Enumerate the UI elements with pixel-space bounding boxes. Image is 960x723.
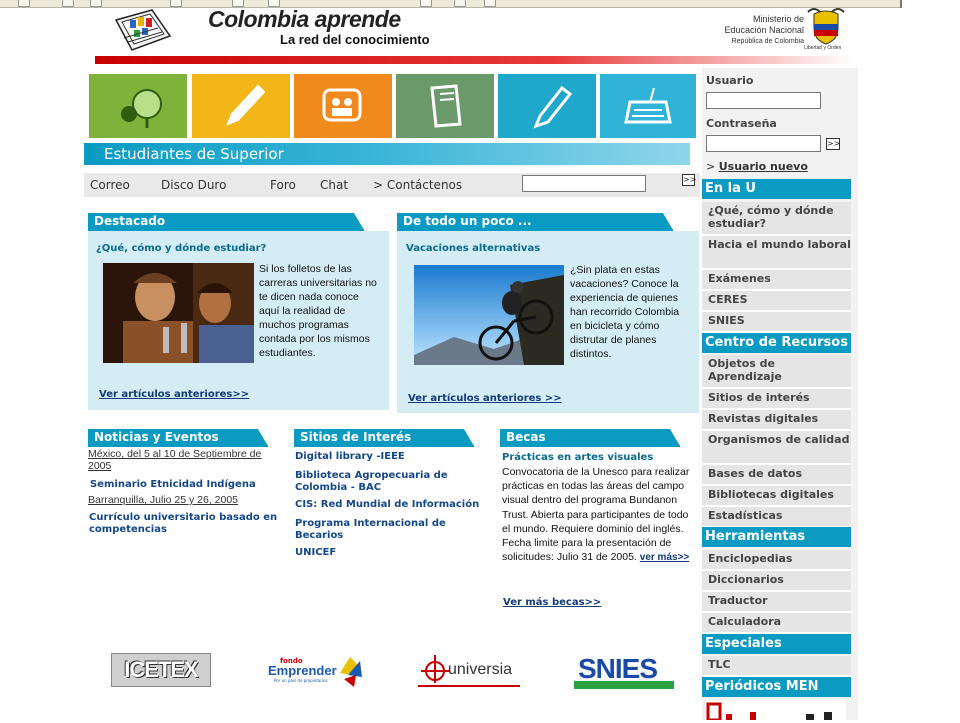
pen-icon xyxy=(498,74,596,138)
fondo-emprender-logo[interactable] xyxy=(268,653,364,689)
header-red-stripe xyxy=(95,56,855,64)
noticias-item[interactable]: Seminario Etnicidad Indígena xyxy=(90,479,256,490)
sidebar-item-estadisticas[interactable]: Estadísticas xyxy=(702,507,851,528)
nav-chat[interactable]: Chat xyxy=(320,178,349,192)
becas-heading: Becas xyxy=(500,429,670,446)
sidebar-item-organismos[interactable]: Organismos de calidad xyxy=(702,431,851,465)
becas-story-body: Convocatoria de la Unesco para realizar prácticas en todas las áreas del campo visual dentro del programa Bundanon Trust. Abierta para participantes de todo el mundo. Requiere dominio del inglés. Fecha limite para la presentación de solicitudes: Julio 31 de 2005. xyxy=(502,466,690,564)
new-user-link[interactable]: Usuario nuevo xyxy=(718,160,808,173)
becas-more-link[interactable]: Ver más becas>> xyxy=(503,597,602,608)
snies-logo[interactable] xyxy=(574,653,674,689)
sidebar-item-enciclopedias[interactable]: Enciclopedias xyxy=(702,550,851,571)
becas-story-title[interactable]: Prácticas en artes visuales xyxy=(502,452,654,463)
puzzle-piece-books[interactable] xyxy=(396,74,494,138)
toolbar-button[interactable] xyxy=(420,0,432,7)
nav-disco-duro[interactable]: Disco Duro xyxy=(161,178,227,192)
puzzle-piece-people[interactable] xyxy=(294,74,392,138)
fondo-logo-line1: fondo xyxy=(280,657,303,665)
new-user-prefix: > xyxy=(706,160,716,173)
puzzle-piece-computer[interactable] xyxy=(600,74,696,138)
sidebar-item-tlc[interactable]: TLC xyxy=(702,656,851,677)
sitios-heading: Sitios de Interés xyxy=(294,429,464,446)
sidebar-item-que-como-donde[interactable]: ¿Qué, cómo y dónde estudiar? xyxy=(702,202,851,236)
username-label: Usuario xyxy=(706,74,754,87)
sidebar-section-periodicos[interactable]: Periódicos MEN xyxy=(702,677,851,697)
noticias-date[interactable]: Barranquilla, Julio 25 y 26, 2005 xyxy=(88,494,239,506)
ministry-line: Ministerio de xyxy=(752,14,804,24)
de-todo-story-text: ¿Sin plata en estas vacaciones? Conoce la experiencia de quienes han recorrido Colombia en bicicleta y cómo distrutar de planes distintos. xyxy=(570,264,680,360)
sidebar-item-ceres[interactable]: CERES xyxy=(702,291,851,312)
search-go-button[interactable]: >> xyxy=(683,175,697,184)
icetex-logo[interactable] xyxy=(111,653,211,687)
keyboard-icon xyxy=(600,74,696,138)
login-go-button[interactable]: >> xyxy=(827,139,841,148)
becas-story-text xyxy=(502,465,692,565)
ministry-line: Educación Nacional xyxy=(724,25,804,35)
bicycle-photo[interactable] xyxy=(414,265,564,365)
sitios-item[interactable]: Biblioteca Agropecuaria de Colombia - BAC xyxy=(295,470,448,493)
puzzle-piece-writing[interactable] xyxy=(192,74,290,138)
sidebar-item-mundo-laboral[interactable]: Hacia el mundo laboral xyxy=(702,236,851,270)
search-input[interactable] xyxy=(522,175,646,192)
destacado-story-title[interactable]: ¿Qué, cómo y dónde estudiar? xyxy=(96,243,267,254)
fondo-logo-icon xyxy=(336,653,364,689)
site-subtitle: La red del conocimiento xyxy=(280,32,430,47)
periodicos-banner-image[interactable] xyxy=(706,700,846,720)
sidebar-item-sitios[interactable]: Sitios de interés xyxy=(702,389,851,410)
noticias-item[interactable]: Currículo universitario basado en competencias xyxy=(89,512,278,535)
sidebar-section-especiales[interactable]: Especiales xyxy=(702,634,851,654)
sidebar-item-bases-datos[interactable]: Bases de datos xyxy=(702,465,851,486)
sidebar-item-examenes[interactable]: Exámenes xyxy=(702,270,851,291)
book-icon xyxy=(396,74,494,138)
sidebar-item-traductor[interactable]: Traductor xyxy=(702,592,851,613)
site-title: Colombia aprende xyxy=(208,6,401,32)
sidebar-section-centro-recursos[interactable]: Centro de Recursos xyxy=(702,333,851,353)
noticias-heading: Noticias y Eventos xyxy=(88,429,258,446)
group-icon xyxy=(294,74,392,138)
sitios-item[interactable]: Programa Internacional de Becarios xyxy=(295,518,446,541)
browser-toolbar-edge xyxy=(900,0,960,8)
destacado-story-text: Si los folletos de las carreras universitarias no te dicen nada conoce aquí la realidad de muchos programas contada por los mismos estudiantes. xyxy=(259,263,377,359)
toolbar-button[interactable] xyxy=(62,0,74,7)
sitios-item[interactable]: UNICEF xyxy=(295,547,337,558)
sitios-item[interactable]: Digital library -IEEE xyxy=(295,451,405,462)
sidebar-section-en-la-u[interactable]: En la U xyxy=(702,179,851,199)
toolbar-button[interactable] xyxy=(18,0,30,7)
sidebar-item-revistas[interactable]: Revistas digitales xyxy=(702,410,851,431)
de-todo-story-title[interactable]: Vacaciones alternativas xyxy=(406,243,541,254)
username-input[interactable] xyxy=(706,92,821,109)
universia-logo-text: universia xyxy=(448,661,513,678)
students-photo[interactable] xyxy=(103,263,254,363)
de-todo-heading: De todo un poco ... xyxy=(397,213,663,230)
fondo-logo-line2: Emprender xyxy=(268,663,337,678)
fondo-logo-tagline: Por un país de propietarios xyxy=(274,678,328,683)
universia-logo-icon xyxy=(420,653,450,685)
becas-inline-more-link[interactable]: ver más>> xyxy=(639,552,690,564)
destacado-heading: Destacado xyxy=(88,213,354,230)
pencil-icon xyxy=(192,74,290,138)
de-todo-more-link[interactable]: Ver artículos anteriores >> xyxy=(408,393,562,404)
sidebar-item-objetos[interactable]: Objetos de Aprendizaje xyxy=(702,355,851,389)
snies-logo-text: SNIES xyxy=(578,653,658,684)
toolbar-button[interactable] xyxy=(90,0,102,7)
ministry-line: República de Colombia xyxy=(731,38,804,45)
toolbar-button[interactable] xyxy=(454,0,466,7)
ministry-name xyxy=(700,14,804,47)
sidebar-item-calculadora[interactable]: Calculadora xyxy=(702,613,851,634)
puzzle-piece-science[interactable] xyxy=(89,74,187,138)
password-label: Contraseña xyxy=(706,117,777,130)
toolbar-button[interactable] xyxy=(484,0,496,7)
noticias-date[interactable]: México, del 5 al 10 de Septiembre de 2005 xyxy=(88,448,262,472)
sidebar-item-diccionarios[interactable]: Diccionarios xyxy=(702,571,851,592)
sidebar-section-herramientas[interactable]: Herramientas xyxy=(702,527,851,547)
nav-correo[interactable]: Correo xyxy=(90,178,130,192)
sidebar-item-bibliotecas[interactable]: Bibliotecas digitales xyxy=(702,486,851,507)
colombia-aprende-logo-icon[interactable] xyxy=(112,6,174,56)
destacado-more-link[interactable]: Ver artículos anteriores>> xyxy=(99,389,250,400)
sitios-item[interactable]: CIS: Red Mundial de Información xyxy=(295,499,480,510)
icetex-logo-text: ICETEX xyxy=(124,657,198,682)
universia-logo[interactable] xyxy=(418,653,520,687)
nav-contactenos[interactable]: > Contáctenos xyxy=(373,178,463,192)
section-banner-title: Estudiantes de Superior xyxy=(104,145,284,163)
puzzle-piece-tools[interactable] xyxy=(498,74,596,138)
nav-foro[interactable]: Foro xyxy=(270,178,296,192)
globe-icon xyxy=(89,74,187,138)
password-input[interactable] xyxy=(706,135,821,152)
crest-caption: Libertad y Orden xyxy=(804,45,842,51)
sidebar-item-snies[interactable]: SNIES xyxy=(702,312,851,333)
new-user-row xyxy=(706,160,808,173)
